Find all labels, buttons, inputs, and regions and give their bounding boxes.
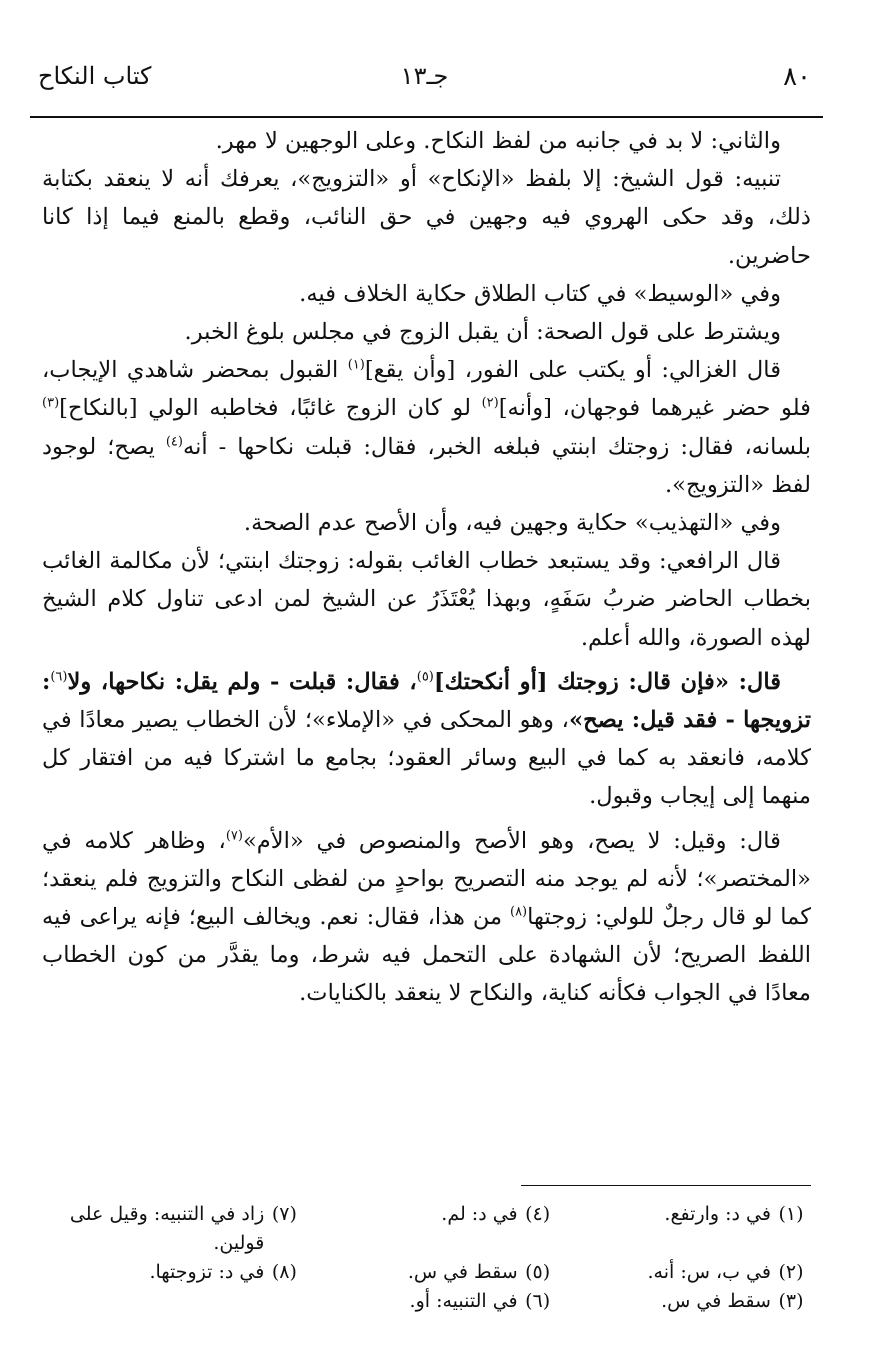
paragraph: والثاني: لا بد في جانبه من لفظ النكاح. وعلى الوجهين لا مهر.: [215, 128, 781, 154]
footnote-number: (٣): [778, 1290, 804, 1312]
footnote-number: (١): [778, 1203, 804, 1225]
page-number: ٨٠: [783, 62, 811, 92]
footnote-number: (٧): [271, 1203, 297, 1225]
footnote-ref: (٧): [225, 828, 243, 844]
text-run: يصح؛ لوجود لفظ «التزويج».: [42, 433, 811, 498]
footnote-number: (٦): [525, 1290, 551, 1312]
text-run: لو كان الزوج غائبًا، فخاطبه الولي [بالنكاح]: [59, 395, 482, 422]
matn-text: قال: «فإن قال: زوجتك [أو أنكحتك]: [433, 668, 782, 695]
text-run: من هذا، فقال: نعم. ويخالف البيع؛ فإنه يراعى فيه اللفظ الصريح؛ لأن الشهادة على التحمل فيه شرط، وما يقدَّر من كون الخطاب معادًا في الجواب فكأنه كناية، والنكاح لا ينعقد بالكنايات.: [42, 904, 811, 1007]
footnote-ref: (٨): [509, 904, 528, 920]
text-run: ، وهو المحكى في «الإملاء»؛ لأن الخطاب يصير معادًا في كلامه، فانعقد به كما في البيع وسائر العقود؛ بجامع ما اشتركا فيه من افتقار كل منهما إلى إيجاب وقبول.: [42, 707, 811, 810]
text-run: قال الغزالي: أو يكتب على الفور، [وأن يقع]: [364, 357, 781, 384]
text-run: بلسانه، فقال: زوجتك ابنتي فبلغه الخبر، فقال: قبلت نكاحها - أنه: [182, 433, 811, 460]
paragraph: ويشترط على قول الصحة: أن يقبل الزوج في مجلس بلوغ الخبر.: [184, 319, 781, 346]
paragraph: قال الرافعي: وقد يستبعد خطاب الغائب بقوله: زوجتك ابنتي؛ لأن مكالمة الغائب بخطاب الحاضر ضربُ سَفَهٍ، وبهذا يُعْتَذَرُ عن الشيخ لمن ادعى تناول كلام الشيخ لهذه الصورة، والله أعلم.: [42, 548, 811, 651]
footnote-text: زاد في التنبيه: وقيل على قولين.: [69, 1203, 265, 1254]
body-text: [42, 122, 811, 1013]
footnote-text: في ب، س: أنه.: [647, 1261, 771, 1283]
footnote-number: (٢): [778, 1261, 804, 1283]
footnote-ref: (١): [347, 357, 365, 373]
footnote-text: في د: لم.: [441, 1203, 518, 1225]
footnote-number: (٥): [525, 1261, 551, 1283]
paragraph: وفي «الوسيط» في كتاب الطلاق حكاية الخلاف فيه.: [299, 280, 781, 307]
text-run: قال: وقيل: لا يصح، وهو الأصح والمنصوص في «الأم»: [242, 827, 781, 854]
paragraph: [42, 663, 811, 816]
footnote-text: في التنبيه: أو.: [409, 1290, 518, 1312]
paragraph: [42, 351, 811, 504]
book-title: كتاب النكاح: [38, 62, 152, 90]
text-run: ، وظاهر كلامه في «المختصر»؛ لأنه لم يوجد منه التصريح بواحدٍ من لفظى النكاح والتزويج فلم ينعقد؛ كما لو قال رجلٌ للولي: زوجتها: [42, 827, 812, 931]
footnote-text: في د: وارتفع.: [664, 1203, 771, 1225]
footnote-ref: (٣): [42, 395, 60, 411]
header-rule: [30, 116, 823, 118]
matn-text: ، فقال: قبلت - ولم يقل: نكاحها، ولا: [67, 668, 417, 695]
footnote-ref: (٥): [416, 669, 434, 685]
footnote-text: سقط في س.: [661, 1290, 771, 1312]
footnote-ref: (٢): [481, 395, 499, 411]
matn-text: : تزويجها - فقد قيل: يصح»: [42, 668, 811, 734]
paragraph: [42, 822, 811, 1013]
paragraph: تنبيه: قول الشيخ: إلا بلفظ «الإنكاح» أو «التزويج»، يعرفك أنه لا ينعقد بكتابة ذلك، وقد حكى الهروي فيه وجهين في حق النائب، وقطع بالمنع فيما إذا كانا حاضرين.: [42, 166, 811, 269]
text-run: القبول بمحضر شاهدي الإيجاب، فلو حضر غيرهما فوجهان، [وأنه]: [42, 357, 811, 422]
footnote-rule: [521, 1185, 811, 1186]
volume-label: جـ١٣: [400, 62, 449, 90]
paragraph: وفي «التهذيب» حكاية وجهين فيه، وأن الأصح عدم الصحة.: [243, 510, 781, 537]
footnote-number: (٨): [271, 1261, 297, 1283]
page-header: [38, 62, 811, 102]
footnote-ref: (٤): [165, 434, 183, 450]
footnote-ref: (٦): [50, 669, 68, 685]
footnotes: [51, 1200, 811, 1316]
footnote-text: في د: تزوجتها.: [149, 1261, 265, 1283]
footnote-text: سقط في س.: [407, 1261, 518, 1283]
footnote-number: (٤): [525, 1203, 551, 1225]
